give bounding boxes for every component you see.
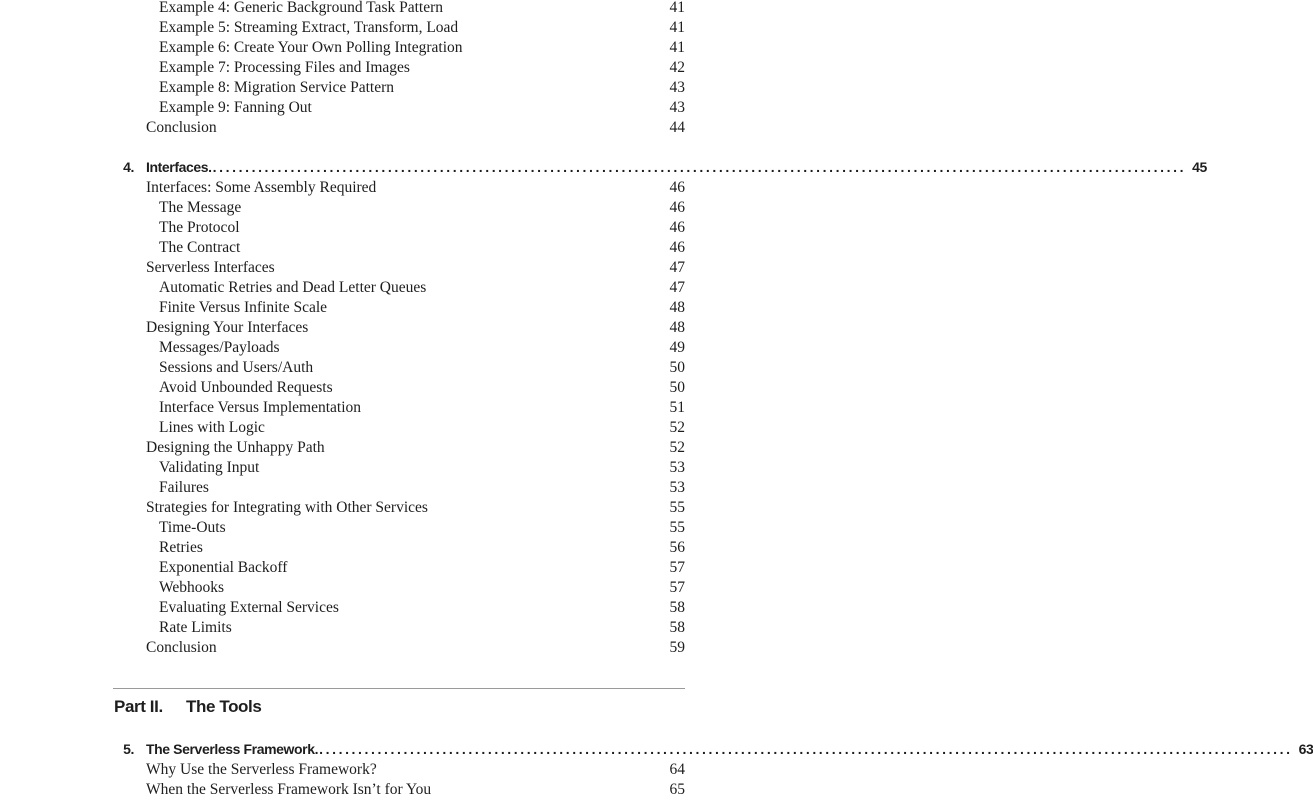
chapter-page: 63 xyxy=(1298,741,1313,757)
toc-entry-title: Time-Outs xyxy=(159,519,226,536)
toc-entry[interactable] xyxy=(0,518,800,538)
dot-leader: ...................................................................................................................................................... xyxy=(212,159,1187,175)
chapter-number: 5. xyxy=(123,741,134,757)
toc-entry-title: Messages/Payloads xyxy=(159,339,280,356)
toc-entry-page: 50 xyxy=(669,359,685,376)
toc-entry-page: 46 xyxy=(669,199,685,216)
toc-entry[interactable] xyxy=(0,258,800,278)
toc-entry-page: 46 xyxy=(669,219,685,236)
toc-entry[interactable] xyxy=(0,218,800,238)
toc-entry-page: 53 xyxy=(669,479,685,496)
toc-entry-page: 41 xyxy=(669,0,685,16)
toc-entry-title: Serverless Interfaces xyxy=(146,259,275,276)
toc-entry-page: 53 xyxy=(669,459,685,476)
toc-entry-page: 48 xyxy=(669,319,685,336)
dot-leader: ...................................................................................................................................................... xyxy=(319,741,1293,757)
toc-entry-page: 49 xyxy=(669,339,685,356)
toc-entry[interactable] xyxy=(0,458,800,478)
toc-entry-page: 46 xyxy=(669,239,685,256)
toc-entry[interactable] xyxy=(0,238,800,258)
toc-entry-page: 64 xyxy=(669,761,685,778)
toc-entry-title: Evaluating External Services xyxy=(159,599,339,616)
toc-entry-page: 58 xyxy=(669,619,685,636)
toc-entry-title: Designing the Unhappy Path xyxy=(146,439,325,456)
toc-entry[interactable] xyxy=(0,538,800,558)
toc-entry[interactable] xyxy=(0,58,800,78)
toc-entry-page: 43 xyxy=(669,79,685,96)
toc-entry-page: 55 xyxy=(669,499,685,516)
toc-entry[interactable] xyxy=(0,278,800,298)
toc-entry[interactable] xyxy=(0,298,800,318)
toc-entry-title: Sessions and Users/Auth xyxy=(159,359,314,376)
toc-entry-page: 47 xyxy=(669,279,685,296)
toc-entry[interactable] xyxy=(0,638,800,658)
toc-entry-page: 59 xyxy=(669,639,685,656)
chapter-number: 4. xyxy=(123,159,134,175)
toc-entry-title: Example 6: Create Your Own Polling Integration xyxy=(159,39,463,56)
toc-entry-page: 42 xyxy=(669,59,685,76)
toc-entry-page: 41 xyxy=(669,19,685,36)
toc-entry-page: 50 xyxy=(669,379,685,396)
toc-entry-title: When the Serverless Framework Isn’t for You xyxy=(146,781,432,798)
toc-entry[interactable] xyxy=(0,0,800,18)
toc-entry[interactable] xyxy=(0,578,800,598)
toc-entry-title: Example 7: Processing Files and Images xyxy=(159,59,410,76)
toc-entry-page: 52 xyxy=(669,419,685,436)
toc-entry-title: Avoid Unbounded Requests xyxy=(159,379,333,396)
toc-entry-title: Example 9: Fanning Out xyxy=(159,99,312,116)
toc-entry[interactable] xyxy=(0,198,800,218)
toc-entry[interactable] xyxy=(0,398,800,418)
part-label: Part II. xyxy=(114,697,163,716)
toc-entry-page: 56 xyxy=(669,539,685,556)
toc-entry[interactable] xyxy=(0,780,800,800)
chapter-title: The Serverless Framework. xyxy=(146,741,319,757)
toc-entry-page: 46 xyxy=(669,179,685,196)
toc-entry[interactable] xyxy=(0,618,800,638)
toc-entry[interactable] xyxy=(0,78,800,98)
toc-entry[interactable] xyxy=(0,438,800,458)
toc-entry-title: Example 5: Streaming Extract, Transform, Load xyxy=(159,19,459,36)
toc-entry-page: 48 xyxy=(669,299,685,316)
part-divider xyxy=(113,688,685,689)
toc-entry-title: Example 8: Migration Service Pattern xyxy=(159,79,395,96)
toc-entry-title: Interfaces: Some Assembly Required xyxy=(146,179,377,196)
chapter-heading-5[interactable] xyxy=(0,739,1313,759)
toc-entry-title: Retries xyxy=(159,539,203,556)
toc-entry[interactable] xyxy=(0,98,800,118)
toc-entry-page: 51 xyxy=(669,399,685,416)
toc-entry-page: 57 xyxy=(669,559,685,576)
toc-entry-title: Interface Versus Implementation xyxy=(159,399,361,416)
toc-entry-page: 41 xyxy=(669,39,685,56)
toc-entry-title: Lines with Logic xyxy=(159,419,265,436)
toc-entry-title: Why Use the Serverless Framework? xyxy=(146,761,377,778)
toc-entry-page: 57 xyxy=(669,579,685,596)
toc-entry-title: The Contract xyxy=(159,239,241,256)
toc-entry-title: Rate Limits xyxy=(159,619,232,636)
chapter-title: Interfaces. xyxy=(146,159,212,175)
toc-entry[interactable] xyxy=(0,338,800,358)
toc-entry-title: Example 4: Generic Background Task Pattern xyxy=(159,0,444,16)
chapter-page: 45 xyxy=(1192,159,1207,175)
toc-entry-title: Failures xyxy=(159,479,209,496)
toc-entry-title: Validating Input xyxy=(159,459,260,476)
toc-entry-title: Designing Your Interfaces xyxy=(146,319,309,336)
toc-entry-title: Finite Versus Infinite Scale xyxy=(159,299,328,316)
toc-entry[interactable] xyxy=(0,118,800,138)
toc-entry-page: 44 xyxy=(669,119,685,136)
toc-entry-page: 55 xyxy=(669,519,685,536)
toc-entry[interactable] xyxy=(0,378,800,398)
toc-entry-page: 58 xyxy=(669,599,685,616)
toc-entry-title: Webhooks xyxy=(159,579,225,596)
toc-entry-title: Exponential Backoff xyxy=(159,559,288,576)
toc-entry[interactable] xyxy=(0,178,800,198)
toc-entry[interactable] xyxy=(0,38,800,58)
toc-entry[interactable] xyxy=(0,358,800,378)
toc-entry[interactable] xyxy=(0,18,800,38)
toc-entry-page: 47 xyxy=(669,259,685,276)
toc-entry[interactable] xyxy=(0,598,800,618)
toc-entry[interactable] xyxy=(0,478,800,498)
chapter-heading-4[interactable] xyxy=(0,157,1207,177)
toc-entry[interactable] xyxy=(0,558,800,578)
toc-entry-page: 43 xyxy=(669,99,685,116)
toc-entry-page: 52 xyxy=(669,439,685,456)
toc-entry[interactable] xyxy=(0,760,800,780)
toc-entry-page: 65 xyxy=(669,781,685,798)
toc-entry[interactable] xyxy=(0,318,800,338)
toc-entry-title: Conclusion xyxy=(146,119,217,136)
toc-entry[interactable] xyxy=(0,418,800,438)
toc-entry-title: Automatic Retries and Dead Letter Queues xyxy=(159,279,427,296)
toc-entry-title: The Protocol xyxy=(159,219,240,236)
toc-entry-title: Conclusion xyxy=(146,639,217,656)
toc-entry-title: Strategies for Integrating with Other Services xyxy=(146,499,428,516)
part-title[interactable]: The Tools xyxy=(186,697,262,716)
toc-entry-title: The Message xyxy=(159,199,242,216)
toc-entry[interactable] xyxy=(0,498,800,518)
